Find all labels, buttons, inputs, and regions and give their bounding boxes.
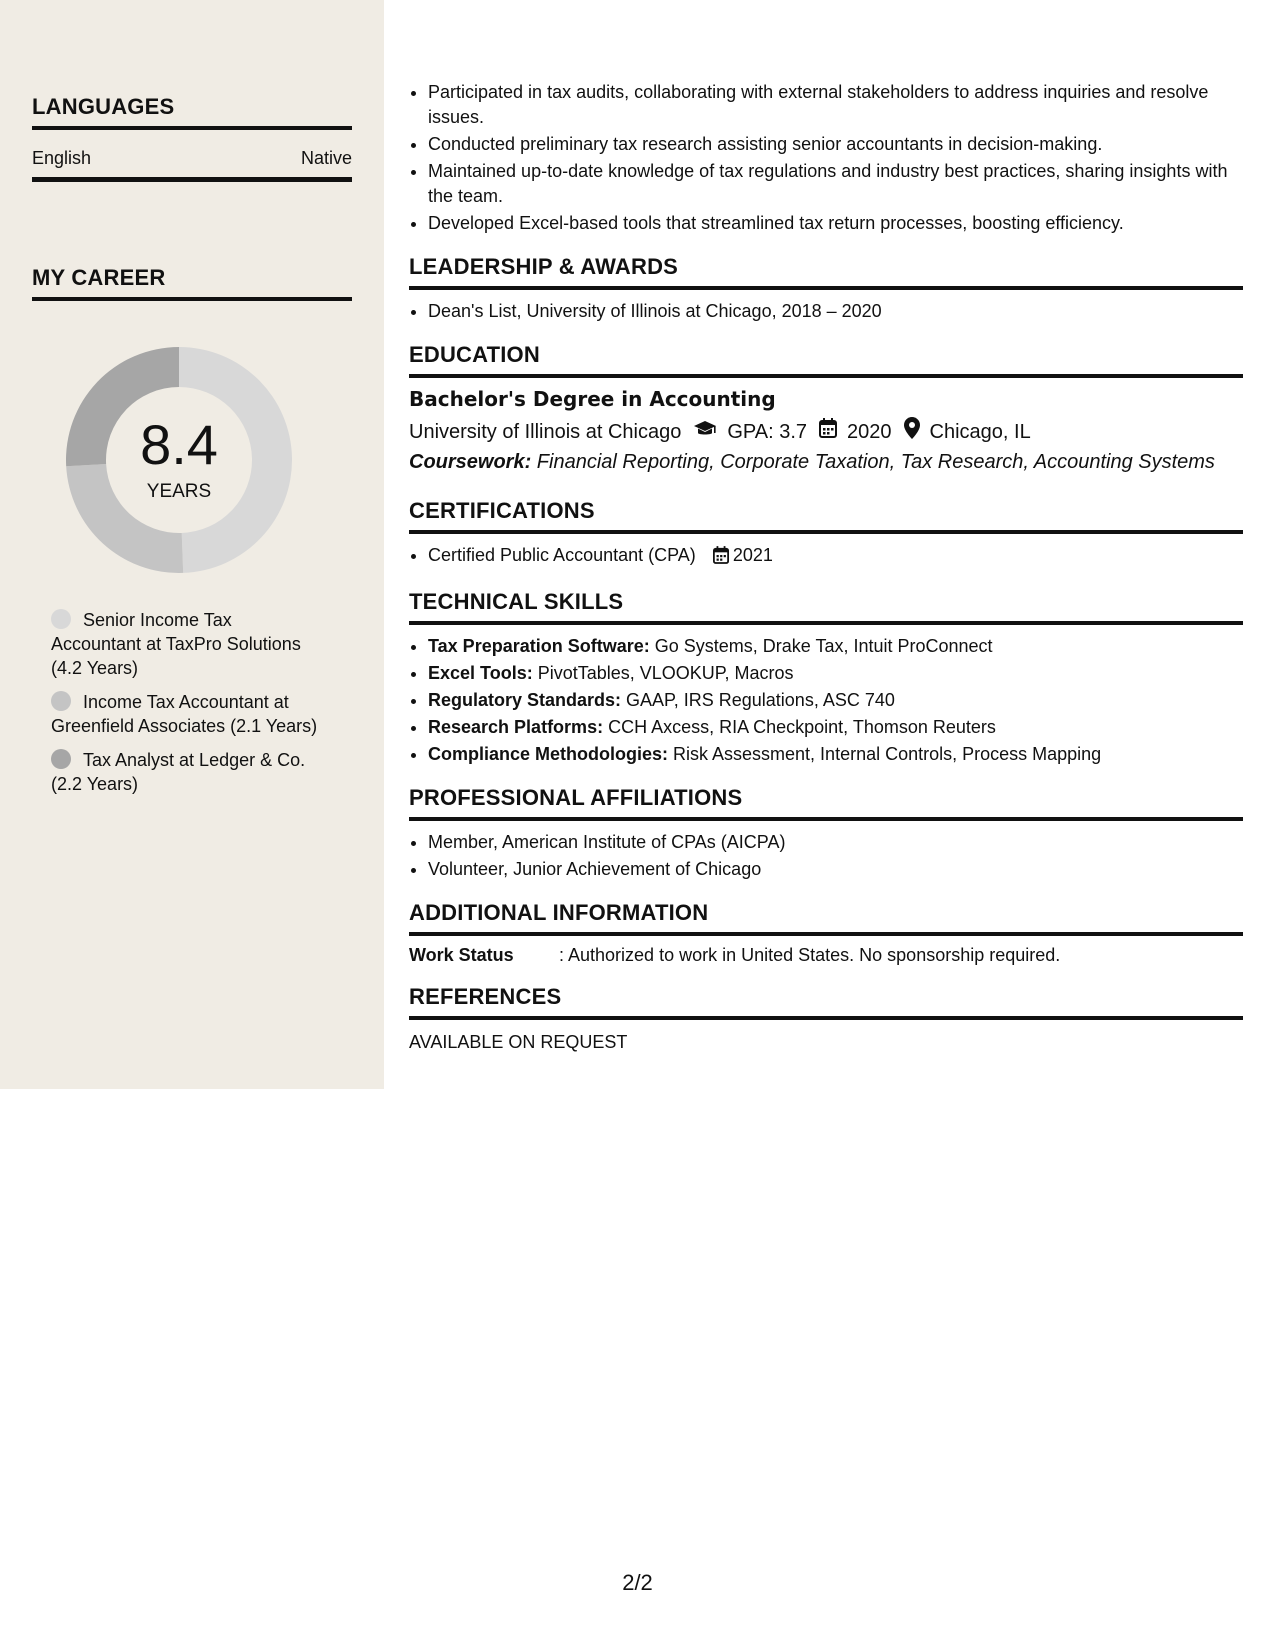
legend-label: Tax Analyst at Ledger & Co. (2.2 Years): [51, 750, 306, 794]
career-total-value: 8.4: [140, 413, 218, 476]
location: Chicago, IL: [929, 421, 1031, 443]
additional-info-section: [409, 900, 1243, 966]
location-pin-icon: [904, 417, 920, 447]
skill-value: Go Systems, Drake Tax, Intuit ProConnect: [649, 636, 993, 656]
section-heading: TECHNICAL SKILLS: [409, 589, 1243, 625]
career-total-unit: YEARS: [146, 481, 212, 502]
skill-value: GAAP, IRS Regulations, ASC 740: [621, 690, 895, 710]
languages-section: [32, 94, 352, 182]
coursework-list: Financial Reporting, Corporate Taxation, Tax Research, Accounting Systems: [531, 451, 1215, 473]
legend-label: Income Tax Accountant at Greenfield Associates (2.1 Years): [51, 692, 318, 736]
list-item: [428, 543, 1243, 571]
education-details: [409, 417, 1243, 447]
section-heading: LEADERSHIP & AWARDS: [409, 254, 1243, 290]
references-section: [409, 984, 1243, 1053]
certification-year: 2021: [732, 545, 773, 565]
skill-label: Regulatory Standards:: [428, 690, 622, 710]
section-heading: REFERENCES: [409, 984, 1243, 1020]
legend-dot: [51, 749, 71, 769]
languages-heading: LANGUAGES: [32, 94, 352, 130]
language-level: Native: [300, 148, 352, 168]
main-content: [409, 80, 1243, 1053]
gpa: GPA: 3.7: [727, 421, 808, 443]
list-item: • Maintained up-to-date knowledge of tax regulations and industry best practices, sharing insights with the team.: [428, 159, 1243, 209]
list-item: • Dean's List, University of Illinois at Chicago, 2018 – 2020: [428, 299, 1243, 324]
legend-label: Senior Income Tax Accountant at TaxPro Solutions (4.2 Years): [51, 610, 301, 678]
skill-label: Compliance Methodologies:: [428, 744, 669, 764]
calendar-icon: [819, 418, 837, 446]
skills-section: [409, 589, 1243, 767]
legend-item: [51, 608, 321, 680]
degree-title: Bachelor's Degree in Accounting: [409, 387, 776, 411]
skill-value: PivotTables, VLOOKUP, Macros: [532, 663, 794, 683]
leadership-list: [409, 299, 1243, 324]
affiliations-list: [409, 830, 1243, 882]
skill-label: Excel Tools:: [428, 663, 533, 683]
section-heading: PROFESSIONAL AFFILIATIONS: [409, 785, 1243, 821]
career-donut-chart: [66, 347, 292, 573]
work-status-row: [409, 945, 1243, 966]
legend-dot: [51, 691, 71, 711]
career-section: [32, 265, 352, 301]
page-number: 2/2: [622, 1570, 653, 1595]
career-heading: MY CAREER: [32, 265, 352, 301]
list-item: • Participated in tax audits, collaborating with external stakeholders to address inquiries and resolve issues.: [428, 80, 1243, 130]
language-name: English: [32, 148, 92, 168]
education-section: [409, 342, 1243, 474]
references-text: AVAILABLE ON REQUEST: [409, 1032, 628, 1052]
list-item: • Member, American Institute of CPAs (AICPA): [428, 830, 1243, 855]
legend-item: [51, 748, 321, 796]
certifications-section: [409, 498, 1243, 571]
leadership-section: [409, 254, 1243, 324]
list-item: [428, 634, 1243, 659]
legend-item: [51, 690, 321, 738]
list-item: [428, 688, 1243, 713]
skill-label: Tax Preparation Software:: [428, 636, 650, 656]
coursework: [409, 451, 1243, 474]
list-item: • Conducted preliminary tax research assisting senior accountants in decision-making.: [428, 132, 1243, 157]
certifications-list: [409, 543, 1243, 571]
skill-label: Research Platforms:: [428, 717, 604, 737]
career-legend: [51, 608, 321, 806]
experience-bullets: [409, 80, 1243, 236]
skill-value: CCH Axcess, RIA Checkpoint, Thomson Reuters: [603, 717, 996, 737]
legend-dot: [51, 609, 71, 629]
list-item: • Volunteer, Junior Achievement of Chicago: [428, 857, 1243, 882]
list-item: [428, 715, 1243, 740]
section-heading: ADDITIONAL INFORMATION: [409, 900, 1243, 936]
calendar-icon: [713, 546, 729, 571]
section-heading: EDUCATION: [409, 342, 1243, 378]
work-status-label: Work Status: [409, 945, 514, 965]
list-item: • Developed Excel-based tools that streamlined tax return processes, boosting efficiency.: [428, 211, 1243, 236]
skills-list: [409, 634, 1243, 767]
list-item: [428, 742, 1243, 767]
language-row: [32, 130, 352, 182]
affiliations-section: [409, 785, 1243, 882]
school-name: University of Illinois at Chicago: [409, 421, 682, 443]
list-item: [428, 661, 1243, 686]
graduation-year: 2020: [847, 421, 892, 443]
coursework-label: Coursework:: [409, 451, 532, 473]
certification-name: Certified Public Accountant (CPA): [428, 545, 696, 565]
skill-value: Risk Assessment, Internal Controls, Process Mapping: [668, 744, 1102, 764]
work-status-value: : Authorized to work in United States. No sponsorship required.: [559, 945, 1061, 965]
section-heading: CERTIFICATIONS: [409, 498, 1243, 534]
sidebar: [0, 0, 384, 1089]
graduation-cap-icon: [693, 418, 717, 446]
